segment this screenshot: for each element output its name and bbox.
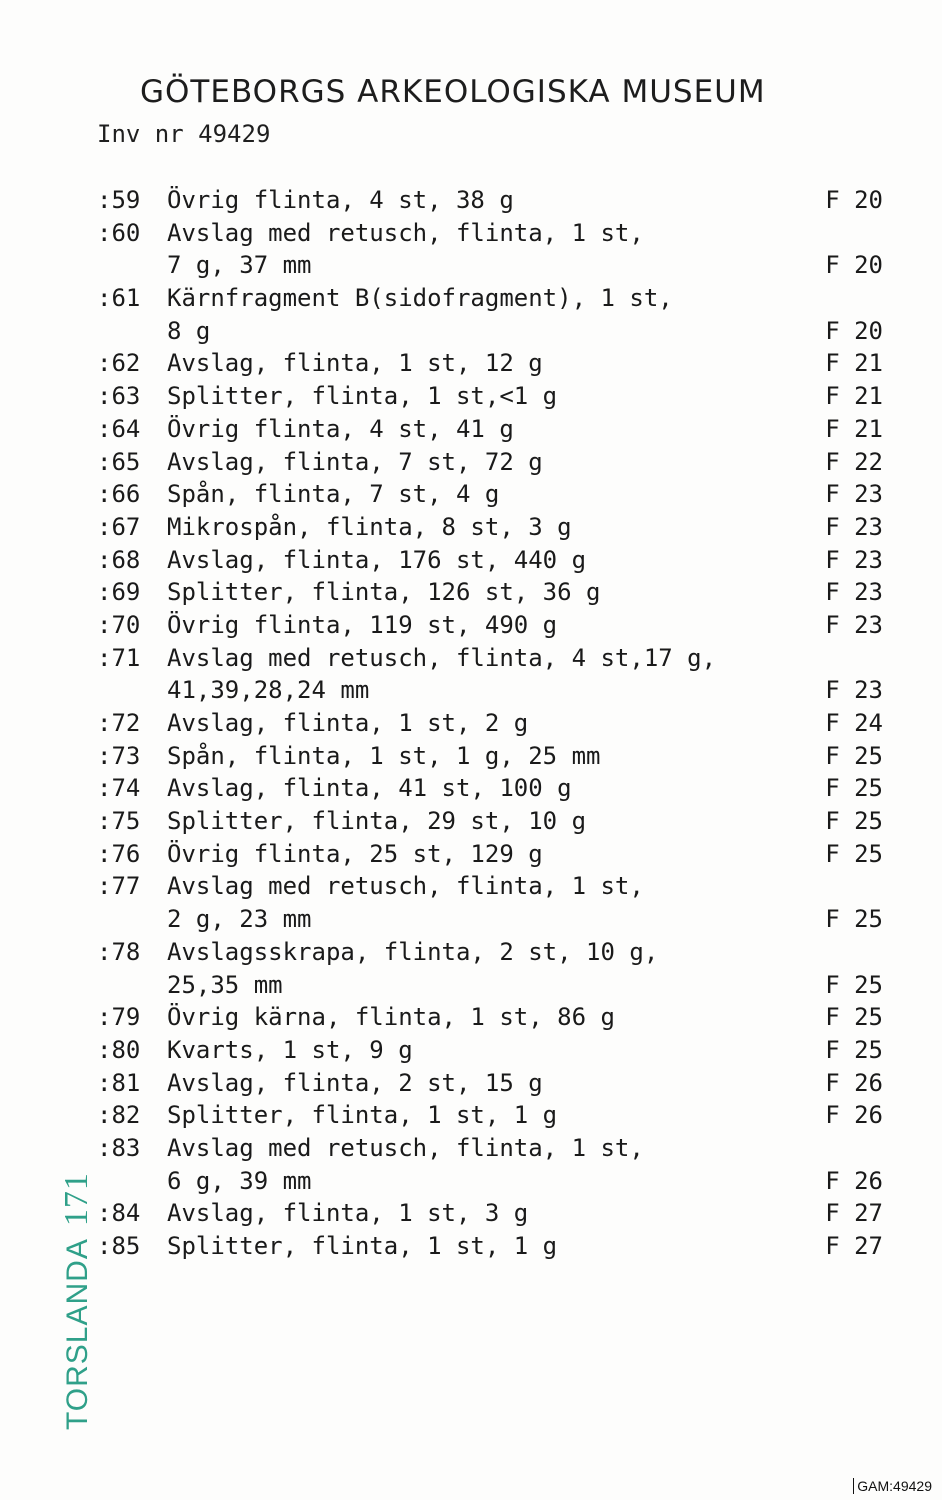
entry-location: F 23	[825, 578, 883, 607]
entry-location: F 23	[825, 610, 883, 639]
entry-location: F 27	[825, 1199, 883, 1228]
entry-description: Avslag, flinta, 176 st, 440 g	[167, 545, 587, 574]
entry-line	[97, 315, 897, 348]
entry-description: Avslag med retusch, flinta, 1 st,	[167, 872, 644, 901]
entry-number: :69	[97, 578, 141, 607]
entry-description: Övrig flinta, 4 st, 41 g	[167, 414, 514, 443]
entry-location: F 24	[825, 709, 883, 737]
entry-number: :83	[97, 1133, 141, 1162]
entry-location: F 25	[825, 1003, 883, 1032]
entry-description: Kvarts, 1 st, 9 g	[167, 1035, 413, 1064]
entry-description: Splitter, flinta, 1 st,<1 g	[167, 382, 558, 411]
entry-line	[97, 674, 897, 707]
entry-location: F 25	[825, 905, 883, 934]
entry-line	[97, 380, 897, 413]
entry-number: :65	[97, 447, 141, 476]
entry-description: 8 g	[167, 316, 211, 345]
entry-description: Avslag, flinta, 2 st, 15 g	[167, 1068, 543, 1097]
entry-description: Avslagsskrapa, flinta, 2 st, 10 g,	[167, 937, 659, 966]
entry-line	[97, 1001, 897, 1034]
entry-line	[97, 772, 897, 805]
entry-location: F 26	[825, 1101, 883, 1130]
entry-number: :73	[97, 741, 141, 770]
entry-description: Avslag, flinta, 1 st, 2 g	[167, 709, 529, 737]
entry-location: F 20	[825, 186, 883, 214]
entry-number: :60	[97, 218, 141, 247]
entry-line	[97, 1034, 897, 1067]
entry-description: 7 g, 37 mm	[167, 251, 312, 280]
entry-location: F 25	[825, 807, 883, 836]
entry-description: 2 g, 23 mm	[167, 905, 312, 934]
entry-location: F 21	[825, 382, 883, 411]
entry-location: F 27	[825, 1232, 883, 1260]
entry-location: F 26	[825, 1166, 883, 1195]
entry-description: Avslag, flinta, 1 st, 12 g	[167, 349, 543, 378]
entry-line	[97, 478, 897, 511]
entry-description: Övrig kärna, flinta, 1 st, 86 g	[167, 1003, 615, 1032]
entry-number: :78	[97, 937, 141, 966]
entry-description: Splitter, flinta, 29 st, 10 g	[167, 807, 587, 836]
entry-number: :59	[97, 186, 141, 214]
entry-line	[97, 511, 897, 544]
entry-description: Splitter, flinta, 1 st, 1 g	[167, 1101, 558, 1130]
entry-location: F 25	[825, 839, 883, 868]
entry-number: :79	[97, 1003, 141, 1032]
entry-line	[97, 1230, 897, 1263]
entry-number: :75	[97, 807, 141, 836]
entry-location: F 26	[825, 1068, 883, 1097]
entry-number: :74	[97, 774, 141, 803]
entry-line	[97, 1067, 897, 1100]
entry-line	[97, 1132, 897, 1165]
entry-location: F 21	[825, 414, 883, 443]
entry-line	[97, 740, 897, 773]
entry-location: F 25	[825, 1035, 883, 1064]
entry-description: Mikrospån, flinta, 8 st, 3 g	[167, 512, 572, 541]
entry-line	[97, 347, 897, 380]
entry-line	[97, 936, 897, 969]
entry-description: Avslag, flinta, 7 st, 72 g	[167, 447, 543, 476]
entry-location: F 23	[825, 512, 883, 541]
entry-number: :80	[97, 1035, 141, 1064]
entry-number: :67	[97, 512, 141, 541]
entry-number: :68	[97, 545, 141, 574]
entry-line	[97, 838, 897, 871]
entry-location: F 21	[825, 349, 883, 378]
entry-line	[97, 576, 897, 609]
entry-description: Avslag, flinta, 1 st, 3 g	[167, 1199, 529, 1228]
entry-number: :76	[97, 839, 141, 868]
entry-number: :84	[97, 1199, 141, 1228]
entry-number: :62	[97, 349, 141, 378]
entry-description: 6 g, 39 mm	[167, 1166, 312, 1195]
entry-line	[97, 413, 897, 446]
entry-line	[97, 1197, 897, 1230]
entry-number: :61	[97, 284, 141, 313]
entry-line	[97, 903, 897, 936]
entry-description: Övrig flinta, 4 st, 38 g	[167, 186, 514, 214]
entry-line	[97, 446, 897, 479]
entry-description: Spån, flinta, 7 st, 4 g	[167, 480, 500, 509]
entry-number: :81	[97, 1068, 141, 1097]
entry-line	[97, 217, 897, 250]
entry-line	[97, 544, 897, 577]
entry-description: Övrig flinta, 119 st, 490 g	[167, 610, 558, 639]
entry-line	[97, 642, 897, 675]
entry-description: Avslag med retusch, flinta, 4 st,17 g,	[167, 643, 717, 672]
entry-description: Spån, flinta, 1 st, 1 g, 25 mm	[167, 741, 601, 770]
site-number: 171	[58, 1172, 95, 1227]
entry-description: Splitter, flinta, 1 st, 1 g	[167, 1232, 558, 1260]
entry-description: Kärnfragment B(sidofragment), 1 st,	[167, 284, 673, 313]
entry-line	[97, 249, 897, 282]
entry-description: Övrig flinta, 25 st, 129 g	[167, 839, 543, 868]
entry-number: :82	[97, 1101, 141, 1130]
entry-list	[97, 184, 897, 1263]
entry-description: 25,35 mm	[167, 970, 283, 999]
entry-location: F 23	[825, 480, 883, 509]
entry-location: F 23	[825, 676, 883, 705]
entry-line	[97, 282, 897, 315]
entry-number: :72	[97, 709, 141, 737]
entry-description: Avslag med retusch, flinta, 1 st,	[167, 1133, 644, 1162]
museum-header: GÖTEBORGS ARKEOLOGISKA MUSEUM	[140, 74, 766, 110]
entry-number: :63	[97, 382, 141, 411]
entry-number: :77	[97, 872, 141, 901]
entry-line	[97, 870, 897, 903]
site-name: TORSLANDA	[61, 1238, 94, 1430]
entry-line	[97, 184, 897, 217]
entry-line	[97, 707, 897, 740]
entry-line	[97, 969, 897, 1002]
entry-location: F 22	[825, 447, 883, 476]
entry-line	[97, 609, 897, 642]
entry-description: 41,39,28,24 mm	[167, 676, 370, 705]
catalog-id: GAM:49429	[853, 1478, 932, 1494]
entry-number: :66	[97, 480, 141, 509]
entry-line	[97, 1099, 897, 1132]
entry-number: :64	[97, 414, 141, 443]
entry-location: F 20	[825, 316, 883, 345]
entry-description: Avslag, flinta, 41 st, 100 g	[167, 774, 572, 803]
site-stamp	[58, 1172, 96, 1430]
entry-line	[97, 805, 897, 838]
entry-location: F 25	[825, 741, 883, 770]
entry-location: F 20	[825, 251, 883, 280]
entry-location: F 25	[825, 970, 883, 999]
entry-description: Avslag med retusch, flinta, 1 st,	[167, 218, 644, 247]
entry-description: Splitter, flinta, 126 st, 36 g	[167, 578, 601, 607]
entry-number: :70	[97, 610, 141, 639]
entry-line	[97, 1165, 897, 1198]
entry-location: F 25	[825, 774, 883, 803]
entry-number: :85	[97, 1232, 141, 1260]
inventory-number: Inv nr 49429	[97, 120, 271, 148]
entry-number: :71	[97, 643, 141, 672]
entry-location: F 23	[825, 545, 883, 574]
